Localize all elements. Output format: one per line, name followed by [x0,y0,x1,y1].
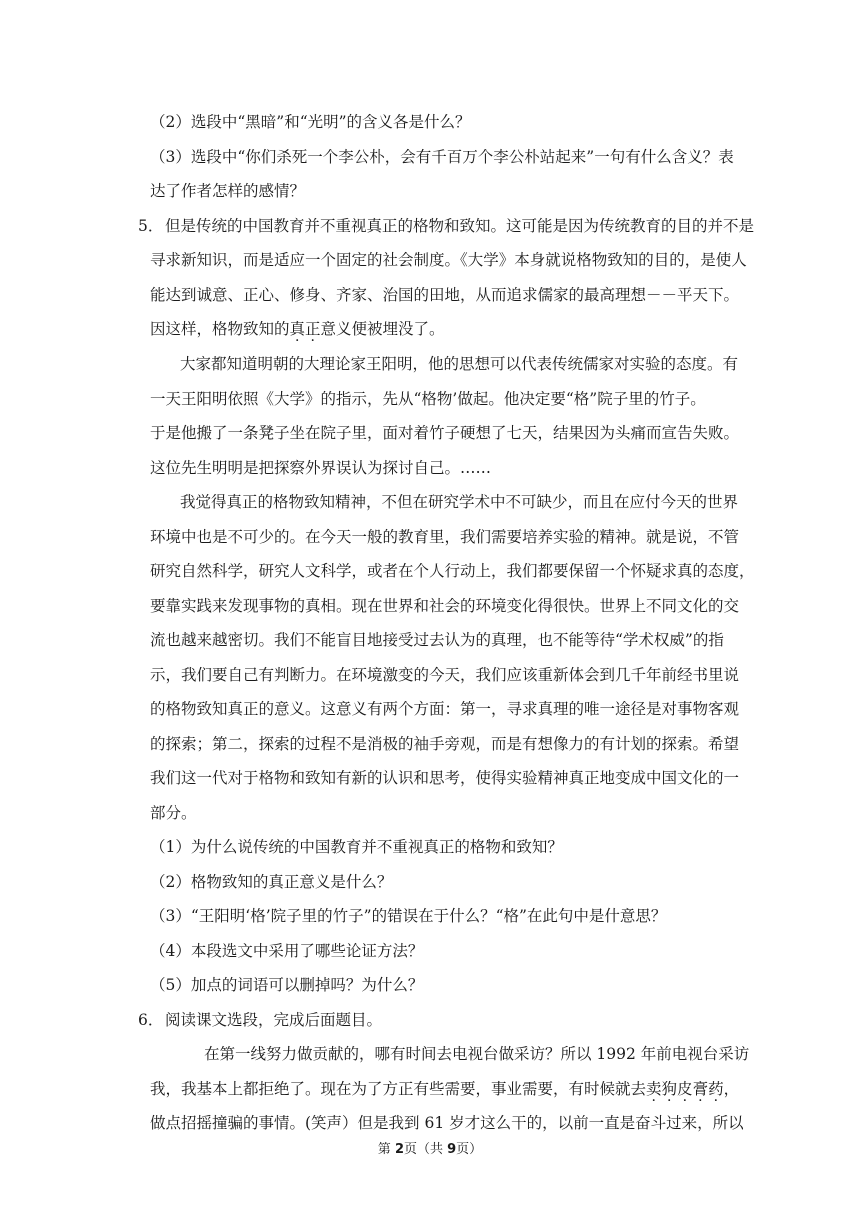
text-run: 我，我基本上都拒绝了。现在为了方正有些需要，事业需要，有时候就去 [150,1080,647,1098]
q5-p3-line4: 要靠实践来发现事物的真相。现在世界和社会的环境变化得很快。世界上不同文化的交 [150,597,740,615]
q5-p1-line1: 但是传统的中国教育并不重视真正的格物和致知。这可能是因为传统教育的目的并不是 [165,217,755,235]
dotted-char: 狗 [661,1080,678,1098]
footer-text: 第 [377,1142,395,1157]
q6-p1-line3: 做点招摇撞骗的事情。(笑声）但是我到 61 岁才这么干的，以前一直是奋斗过来，所以 [150,1114,744,1132]
q5-p2-line1: 大家都知道明朝的大理论家王阳明，他的思想可以代表传统儒家对实验的态度。有 [180,355,739,373]
dotted-char: 卖 [646,1080,662,1098]
q4-sub3-line2: 达了作者怎样的感情？ [150,182,306,200]
dotted-char: 药 [708,1080,724,1098]
q5-p3-line6: 示，我们要自己有判断力。在环境激变的今天，我们应该重新体会到几千年前经书里说 [150,666,740,684]
q5-p1-line3: 能达到诚意、正心、修身、齐家、治国的田地，从而追求儒家的最高理想－－平天下。 [150,286,740,304]
q5-sub1: （1）为什么说传统的中国教育并不重视真正的格物和致知？ [150,838,563,856]
q4-sub2: （2）选段中“黑暗”和“光明”的含义各是什么？ [150,113,471,131]
page-number: 2 [394,1142,404,1157]
text-run: ， [723,1080,740,1098]
text-run: 意义便被埋没了。 [320,320,445,338]
q6-p1-line1: 在第一线努力做贡献的，哪有时间去电视台做采访？所以 1992 年前电视台采访 [204,1045,750,1063]
q6-number: 6． [138,1011,164,1029]
q5-p3-line10: 部分。 [150,804,197,822]
dotted-char: 膏 [692,1080,709,1098]
page-footer [0,1138,860,1157]
dotted-char: 正 [305,320,321,338]
q5-sub4: （4）本段选文中采用了哪些论证方法？ [150,942,424,960]
q6-p1-line2 [150,1079,739,1099]
total-pages: 9 [447,1142,457,1157]
q5-sub3: （3）“王阳明‘格’院子里的竹子”的错误在于什么？“格”在此句中是什意思？ [150,907,667,925]
q5-p3-line7: 的格物致知真正的意义。这意义有两个方面：第一，寻求真理的唯一途径是对事物客观 [150,700,740,718]
dotted-char: 皮 [677,1080,693,1098]
q6-intro: 阅读课文选段，完成后面题目。 [165,1011,383,1029]
q5-p1-line4 [150,319,445,339]
q5-p1-line2: 寻求新知识，而是适应一个固定的社会制度。《大学》本身就说格物致知的目的，是使人 [150,251,747,269]
q5-number: 5． [138,217,164,235]
q5-p3-line1: 我觉得真正的格物致知精神，不但在研究学术中不可缺少，而且在应付今天的世界 [180,493,739,511]
text-run: 因这样，格物致知的 [150,320,290,338]
dotted-char: 真 [289,320,306,338]
q5-sub2: （2）格物致知的真正意义是什么？ [150,873,393,891]
q5-p3-line9: 我们这一代对于格物和致知有新的认识和思考，使得实验精神真正地变成中国文化的一 [150,769,740,787]
footer-text: 页） [456,1142,483,1157]
q5-p3-line2: 环境中也是不可少的。在今天一般的教育里，我们需要培养实验的精神。就是说，不管 [150,528,740,546]
q5-p3-line5: 流也越来越密切。我们不能盲目地接受过去认为的真理，也不能等待“学术权威”的指 [150,631,724,649]
q5-sub5: （5）加点的词语可以删掉吗？为什么？ [150,976,424,994]
q5-p3-line8: 的探索；第二，探索的过程不是消极的袖手旁观，而是有想像力的有计划的探索。希望 [150,735,740,753]
q5-p2-line3: 于是他搬了一条凳子坐在院子里，面对着竹子硬想了七天，结果因为头痛而宣告失败。 [150,424,740,442]
footer-text: 页（共 [403,1142,448,1157]
q5-p3-line3: 研究自然科学，研究人文科学，或者在个人行动上，我们都要保留一个怀疑求真的态度， [150,562,755,580]
q5-p2-line4: 这位先生明明是把探察外界误认为探讨自己。…… [150,459,492,477]
q5-p2-line2: 一天王阳明依照《大学》的指示，先从“格物’做起。他决定要“格”院子里的竹子。 [150,390,706,408]
q4-sub3-line1: （3）选段中“你们杀死一个李公朴，会有千百万个李公朴站起来”一句有什么含义？表 [150,148,734,166]
